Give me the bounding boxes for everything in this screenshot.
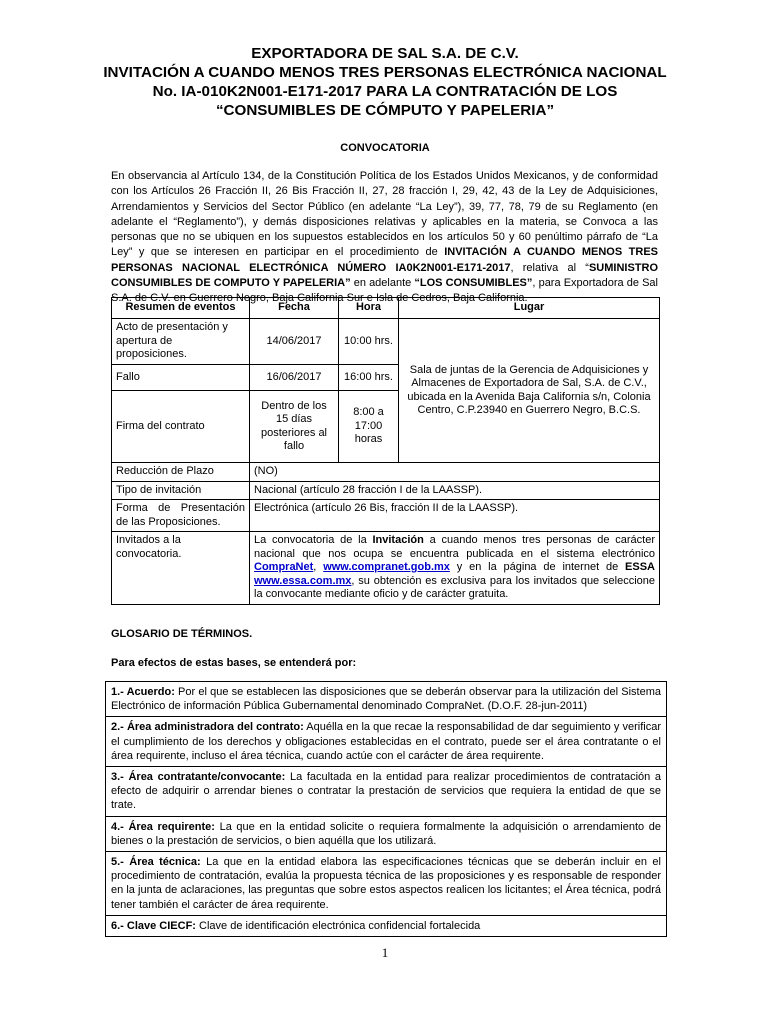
glosario-subtitle: Para efectos de estas bases, se entenderá por: (111, 657, 357, 669)
glosario-term: 5.- Área técnica: (111, 856, 201, 869)
intro-text-3: en adelante (350, 277, 415, 290)
event-time: 16:00 hrs. (339, 365, 399, 391)
event-date: Dentro de los 15 días posteriores al fallo (250, 391, 339, 463)
invitados-text-1: La convocatoria de la (254, 534, 373, 546)
glosario-term: 4.- Área requirente: (111, 820, 215, 833)
tipo-value: Nacional (artículo 28 fracción I de la LAASSP). (250, 481, 660, 500)
invitados-text-6: , su obtención es exclusiva para los invitados que seleccione la convocante mediante oficio y de carácter gratuita. (254, 574, 655, 600)
forma-label: Forma de Presentación de las Proposiciones. (112, 500, 250, 532)
glosario-item (106, 915, 667, 936)
table-row (112, 463, 660, 482)
event-date: 14/06/2017 (250, 319, 339, 365)
glosario-title: GLOSARIO DE TÉRMINOS. (111, 628, 253, 640)
glosario-term: 3.- Área contratante/convocante: (111, 771, 286, 784)
title-subject: “CONSUMIBLES DE CÓMPUTO Y PAPELERIA” (215, 102, 555, 119)
glosario-table (105, 681, 667, 937)
intro-paragraph (111, 169, 658, 307)
compranet-link[interactable]: CompraNet (254, 561, 314, 573)
table-row (106, 915, 667, 936)
glosario-definition: La facultada en la entidad para realizar procedimientos de contratación a efecto de adquirir o arrendar bienes o contratar la prestación de servicios que requiera la entidad de que se trate. (111, 771, 661, 812)
events-table (111, 297, 660, 605)
reduccion-value: (NO) (250, 463, 660, 482)
invitados-label: Invitados a la convocatoria. (112, 532, 250, 605)
glosario-term: 2.- Área administradora del contrato: (111, 721, 304, 734)
glosario-definition: Clave de identificación electrónica confidencial fortalecida (195, 919, 481, 932)
title-invitation: INVITACIÓN A CUANDO MENOS TRES PERSONAS ELECTRÓNICA NACIONAL (103, 64, 667, 81)
title-company: EXPORTADORA DE SAL S.A. DE C.V. (251, 45, 519, 62)
event-name: Fallo (112, 365, 250, 391)
title-number: No. IA-010K2N001-E171-2017 PARA LA CONTRATACIÓN DE LOS (152, 83, 618, 100)
glosario-definition: Aquélla en la que recae la responsabilidad de dar seguimiento y verificar el cumplimiento de los derechos y obligaciones establecidas en el contrato, puede ser el área contratante o el área requirente, incluso el área técnica, cuando actúe con el carácter de área requirente. (111, 721, 661, 762)
glosario-definition: La que en la entidad elabora las especificaciones técnicas que se deberán incluir en el procedimiento de contratación, evalúa la propuesta técnica de las proposiciones y es responsable de responder en la junta de aclaraciones, las preguntas que sobre estos aspectos realicen los licitantes; el Área técnica, podrá tener también el carácter de área requirente. (111, 856, 661, 911)
glosario-item (106, 852, 667, 916)
glosario-item (106, 767, 667, 817)
glosario-item (106, 682, 667, 717)
intro-bold-procedure: INVITACIÓN A CUANDO MENOS TRES PERSONAS NACIONAL ELECTRÓNICA NÚMERO IA0K2N001-E171-2017 (111, 246, 658, 274)
reduccion-label: Reducción de Plazo (112, 463, 250, 482)
table-row (112, 481, 660, 500)
event-time: 10:00 hrs. (339, 319, 399, 365)
section-heading-convocatoria: CONVOCATORIA (340, 142, 430, 154)
intro-text-1: En observancia al Artículo 134, de la Constitución Política de los Estados Unidos Mexicanos, y de conformidad con los Artículos 26 Fracción II, 26 Bis Fracción II, 27, 28 fracción I, 29, 42, 43 de la Ley de Adquisiciones, Arrendamientos y Servicios del Sector Público (en adelante “La Ley”), 39, 77, 78, 79 de su Reglamento (en adelante el “Reglamento”), y demás disposiciones relativas y aplicables en la materia, se Convoca a las personas que no se ubiquen en los supuestos establecidos en los artículos 50 y 60 penúltimo párrafo de “La Ley” y que se interesen en participar en el procedimiento de (111, 170, 658, 259)
invitados-text-3: , (313, 561, 324, 573)
forma-value: Electrónica (artículo 26 Bis, fracción II de la LAASSP). (250, 500, 660, 532)
document-title (0, 44, 770, 120)
glosario-item (106, 816, 667, 851)
event-time: 8:00 a 17:00 horas (339, 391, 399, 463)
intro-bold-consumibles: “LOS CONSUMIBLES” (414, 277, 533, 290)
invitados-text-4: y en la página de internet de (449, 561, 626, 573)
header-lugar: Lugar (399, 298, 660, 319)
header-resumen: Resumen de eventos (112, 298, 250, 319)
invitados-value (250, 532, 660, 605)
table-row (106, 682, 667, 717)
table-row (106, 816, 667, 851)
tipo-label: Tipo de invitación (112, 481, 250, 500)
event-name: Acto de presentación y apertura de proposiciones. (112, 319, 250, 365)
header-hora: Hora (339, 298, 399, 319)
event-date: 16/06/2017 (250, 365, 339, 391)
event-location: Sala de juntas de la Gerencia de Adquisiciones y Almacenes de Exportadora de Sal, S.A. de C.V., ubicada en la Avenida Baja California s/n, Colonia Centro, C.P.23940 en Guerrero Negro, B.C.S. (399, 319, 660, 463)
table-row (112, 532, 660, 605)
events-header-row (112, 298, 660, 319)
essa-url-link[interactable]: www.essa.com.mx (254, 574, 352, 587)
table-row (112, 500, 660, 532)
invitados-bold-essa: ESSA (625, 561, 655, 573)
page-number: 1 (381, 945, 389, 960)
table-row (106, 717, 667, 767)
glosario-item (106, 717, 667, 767)
event-name: Firma del contrato (112, 391, 250, 463)
header-fecha: Fecha (250, 298, 339, 319)
table-row (106, 767, 667, 817)
table-row (112, 319, 660, 365)
glosario-term: 6.- Clave CIECF: (111, 919, 196, 932)
glosario-definition: La que en la entidad solicite o requiera formalmente la adquisición o arrendamiento de bienes o la prestación de servicios, o bien aquélla que los utilizará. (111, 820, 661, 847)
intro-text-4: , para Exportadora de Sal S.A. de C.V. en Guerrero Negro, Baja California Sur e Isla de Cedros, Baja California. (111, 277, 658, 305)
compranet-url-link[interactable]: www.compranet.gob.mx (323, 561, 450, 573)
intro-text-2: , relativa al “ (510, 261, 589, 274)
glosario-term: 1.- Acuerdo: (111, 686, 175, 698)
intro-bold-supply: SUMINISTRO CONSUMIBLES DE COMPUTO Y PAPELERIA” (111, 261, 658, 290)
invitados-text-2: a cuando menos tres personas de carácter nacional que nos ocupa se encuentra publicada en el sistema electrónico (254, 534, 655, 560)
glosario-definition: Por el que se establecen las disposiciones que se deberán observar para la utilización del Sistema Electrónico de información Pública Gubernamental denominado CompraNet. (D.O.F. 28-jun-2011) (111, 686, 661, 713)
invitados-bold-invitacion: Invitación (372, 534, 424, 546)
table-row (106, 852, 667, 916)
